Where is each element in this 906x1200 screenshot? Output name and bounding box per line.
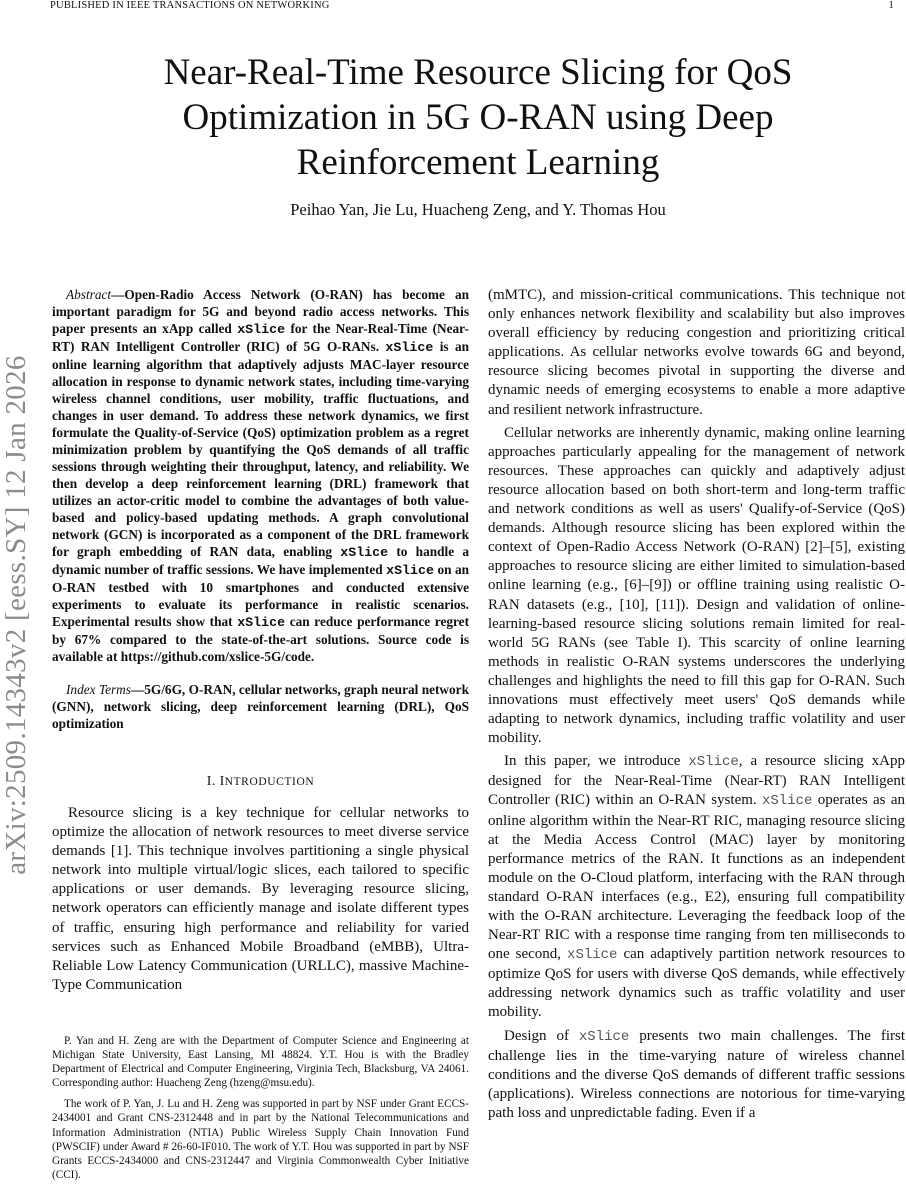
- author-list: Peihao Yan, Jie Lu, Huacheng Zeng, and Y. Thomas Hou: [290, 200, 666, 219]
- xslice-term: xSlice: [237, 322, 286, 337]
- abstract-text: is an online learning algorithm that adaptively adjusts MAC-layer resource allocation in response to dynamic network states, including time-varying wireless channel conditions, user mobility, traffic fluctuations, and changes in user demand. To address these network dynamics, we first formulate the Quality-of-Service (QoS) optimization problem as a regret minimization problem by quantifying the QoS demands of all traffic sessions through weighting their throughput, latency, and reliability. We then develop a deep reinforcement learning (DRL) framework that utilizes an actor-critic model to combine the advantages of both value-based and policy-based updating methods. A graph convolutional network (GCN) is incorporated as a component of the DRL framework for graph embedding of RAN data, enabling: [52, 339, 470, 559]
- abstract-text: on an O-RAN testbed with 10 smartphones and conducted extensive experiments to evaluate its performance in realistic scenarios. Experimental results show that: [52, 562, 469, 629]
- abstract-text: Open-Radio Access Network (O-RAN) has become an important paradigm for 5G and beyond radio access networks. This paper presents an xApp called: [52, 287, 469, 336]
- paper-title: Near-Real-Time Resource Slicing for QoS Optimization in 5G O-RAN using Deep Reinforcement Learning: [163, 52, 793, 183]
- section-title-rest: NTRODUCTION: [224, 776, 315, 788]
- section-heading-introduction: [52, 774, 469, 790]
- paragraph-text: operates as an online algorithm within the Near-RT RIC, managing resource slicing at the Media Access Control (MAC) layer by monitoring performance metrics of the RAN. It functions as an independent module on the O-Cloud platform, interfacing with the RAN through standard O-RAN interfaces (e.g., E2), ensuring full compatibility with the O-RAN architecture. Leveraging the feedback loop of the Near-RT RIC with a response time ranging from ten milliseconds to one second,: [488, 792, 905, 963]
- abstract: Abstract—Open-Radio Access Network (O-RAN) has become an important paradigm for 5G and beyond radio access networks. This paper presents an xApp called xSlice for the Near-Real-Time (Near-RT) RAN Intelligent Controller (RIC) of 5G O-RANs. xSlice is an online learning algorithm that adaptively adjusts MAC-layer resource allocation in response to dynamic network states, including time-varying wireless channel conditions, user mobility, traffic fluctuations, and changes in user demand. To address these network dynamics, we first formulate the Quality-of-Service (QoS) optimization problem as a regret minimization problem by quantifying the QoS demands of all traffic sessions through weighting their throughput, latency, and reliability. We then develop a deep reinforcement learning (DRL) framework that utilizes an actor-critic model to combine the advantages of both value-based and policy-based updating methods. A graph convolutional network (GCN) is incorporated as a component of the DRL framework for graph embedding of RAN data, enabling xSlice to handle a dynamic number of traffic sessions. We have implemented xSlice on an O-RAN testbed with 10 smartphones and conducted extensive experiments to evaluate its performance in realistic scenarios. Experimental results show that xSlice can reduce performance regret by 67% compared to the state-of-the-art solutions. Source code is available at https://github.com/xslice-5G/code.: [52, 287, 470, 664]
- footnote-affiliations: P. Yan and H. Zeng are with the Department of Computer Science and Engineering at Michigan State University, East Lansing, MI 48824. Y.T. Hou is with the Bradley Department of Electrical and Computer Engineering, Virginia Tech, Blacksburg, VA 24061. Corresponding author: Huacheng Zeng (hzeng@msu.edu).: [52, 1035, 469, 1090]
- arxiv-stamp: arXiv:2509.14343v2 [eess.SY] 12 Jan 2026: [0, 355, 32, 875]
- abstract-text: can reduce performance regret by 67% compared to the state-of-the-art solutions. Source code is available at https://github.com/xslice-5G/code.: [52, 614, 469, 664]
- index-terms-text: 5G/6G, O-RAN, cellular networks, graph neural network (GNN), network slicing, deep reinforcement learning (DRL), QoS optimization: [52, 682, 469, 731]
- section-number: I.: [206, 774, 220, 789]
- xslice-term: xSlice: [385, 340, 434, 355]
- running-title: PUBLISHED IN IEEE TRANSACTIONS ON NETWORKING: [50, 0, 330, 11]
- intro-paragraph: [488, 752, 905, 1022]
- xslice-term: xSlice: [237, 615, 286, 630]
- index-terms-label: Index Terms: [66, 682, 131, 697]
- footnote-funding: The work of P. Yan, J. Lu and H. Zeng was supported in part by NSF under Grant ECCS-2434001 and Grant CNS-2312448 and in part by the National Telecommunications and Information Administration (NTIA) Public Wireless Supply Chain Innovation Fund (PWSCIF) under Award # 26-60-IF010. The work of Y.T. Hou was supported in part by NSF Grants ECCS-2434000 and CNS-2312447 and Virginia Commonwealth Cyber Initiative (CCI).: [52, 1098, 469, 1181]
- section-title-initial: I: [219, 774, 225, 789]
- paragraph-text: , a resource slicing xApp designed for the Near-Real-Time (Near-RT) RAN Intelligent Controller (RIC) within an O-RAN system.: [488, 753, 905, 809]
- running-header: [50, 0, 894, 14]
- intro-paragraph: [488, 1027, 905, 1123]
- xslice-term: xSlice: [688, 754, 739, 771]
- abstract-text: to handle a dynamic number of traffic sessions. We have implemented: [52, 544, 469, 577]
- right-column: [488, 286, 905, 1123]
- left-column: [52, 286, 469, 995]
- paragraph-text: Design of: [504, 1027, 579, 1044]
- intro-paragraph: Cellular networks are inherently dynamic, making online learning approaches particularly appealing for the management of network resources. These approaches can quickly and adaptively adjust resource allocation based on both short-term and long-term traffic and network conditions as well as users' Qualify-of-Service (QoS) demands. Although resource slicing has been explored within the context of Open-Radio Access Network (O-RAN) [2]–[5], existing approaches to resource slicing are either limited to simulation-based online learning (e.g., [6]–[9]) or offline training using realistic O-RAN datasets (e.g., [10], [11]). Design and validation of online-learning-based resource slicing solutions remain limited for real-world 5G RANs (see Table I). This scarcity of online learning methods in realistic O-RAN systems underscores the underlying challenges and highlights the need to fill this gap for O-RAN. Such innovations must effectively meet users' QoS demands while adapting to network dynamics, including traffic volatility and user mobility.: [488, 424, 905, 747]
- footnotes: [52, 1034, 469, 1182]
- intro-paragraph: Resource slicing is a key technique for cellular networks to optimize the allocation of network resources to meet diverse service demands [1]. This technique involves partitioning a single physical network into multiple virtual/logic slices, each tailored to specific applications or user demands. By leveraging resource slicing, network operators can efficiently manage and isolate different types of traffic, ensuring high performance and reliability for varied services such as Enhanced Mobile Broadband (eMBB), Ultra-Reliable Low Latency Communication (URLLC), massive Machine-Type Communication: [52, 805, 469, 993]
- index-terms: Index Terms—5G/6G, O-RAN, cellular networks, graph neural network (GNN), network slicing, deep reinforcement learning (DRL), QoS optimization: [52, 682, 469, 731]
- xslice-term: xSlice: [340, 545, 389, 560]
- xslice-term: xSlice: [578, 1028, 630, 1045]
- xslice-term: xSlice: [761, 793, 813, 810]
- paragraph-text: can adaptively partition network resources to optimize QoS for users with diverse QoS demands, while effectively addressing network dynamics such as traffic volatility and user mobility.: [488, 946, 905, 1021]
- abstract-label: Abstract: [66, 287, 112, 302]
- xslice-term: xSlice: [386, 563, 434, 578]
- page-number: 1: [888, 0, 894, 11]
- paragraph-text: In this paper, we introduce: [504, 753, 689, 770]
- paragraph-text: presents two main challenges. The first challenge lies in the time-varying nature of wireless channel conditions and the diverse QoS demands of different traffic sessions (applications). Wireless connections are notorious for time-varying path loss and unpredictable fading. Even if a: [488, 1027, 905, 1121]
- xslice-term: xSlice: [567, 947, 618, 964]
- intro-paragraph: (mMTC), and mission-critical communications. This technique not only enhances network flexibility and scalability but also improves overall efficiency by reducing congestion and prioritizing critical applications. As cellular networks evolve towards 6G and beyond, resource slicing becomes pivotal in supporting the diverse and dynamic needs of emerging ecosystems to enable a more adaptive and resilient network infrastructure.: [488, 287, 905, 418]
- abstract-text: for the Near-Real-Time (Near-RT) RAN Intelligent Controller (RIC) of 5G O-RANs.: [52, 321, 469, 354]
